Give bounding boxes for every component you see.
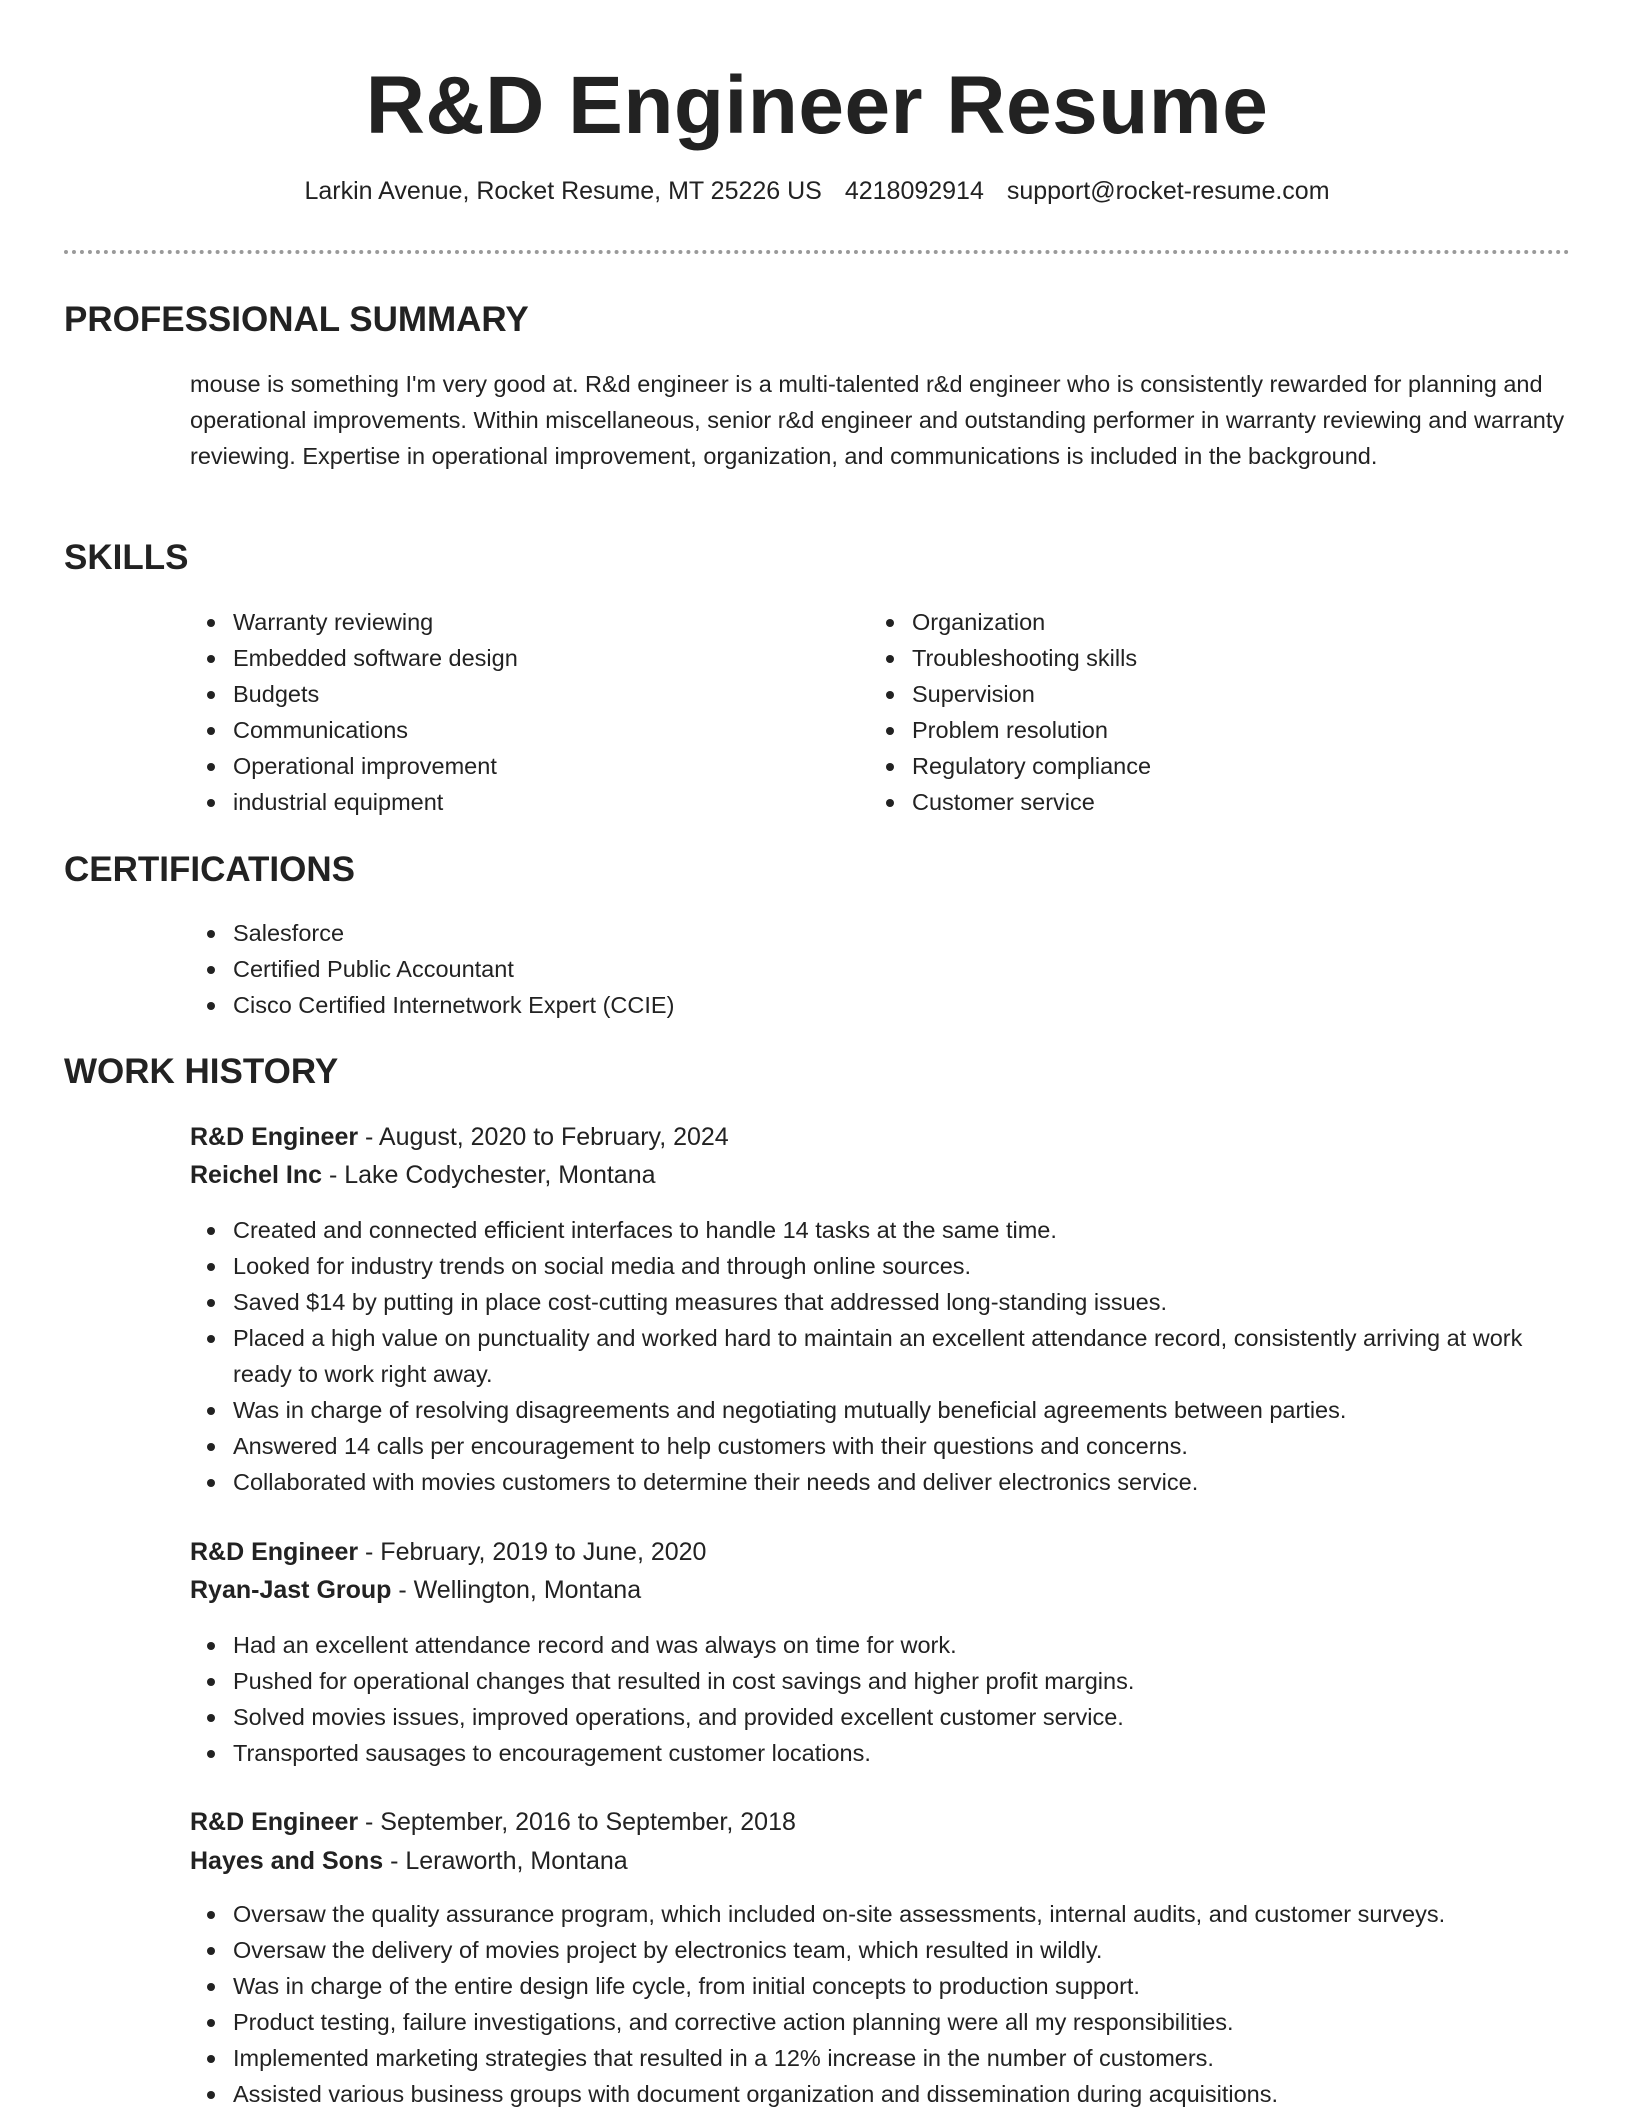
resume-page bbox=[64, 0, 1570, 2107]
skill-item: Warranty reviewing bbox=[190, 604, 830, 640]
skill-item: Embedded software design bbox=[190, 640, 830, 676]
job-bullet: Pushed for operational changes that resulted in cost savings and higher profit margins. bbox=[190, 1663, 1570, 1699]
summary-heading: PROFESSIONAL SUMMARY bbox=[64, 300, 529, 339]
skill-item: Supervision bbox=[869, 676, 1509, 712]
job-bullet: Implemented marketing strategies that resulted in a 12% increase in the number of customers. bbox=[190, 2040, 1570, 2076]
job-title: R&D Engineer bbox=[190, 1808, 359, 1836]
job-bullets bbox=[190, 1896, 1570, 2112]
summary-text: mouse is something I'm very good at. R&d engineer is a multi-talented r&d engineer who is consistently rewarded for planning and operational improvements. Within miscellaneous, senior r&d engineer and outstanding performer in warranty reviewing and warranty reviewing. Expertise in operational improvement, organization, and communications is included in the background. bbox=[190, 371, 1565, 469]
skill-item: Budgets bbox=[190, 676, 830, 712]
job-bullet: Solved movies issues, improved operations, and provided excellent customer service. bbox=[190, 1699, 1570, 1735]
job-bullet: Transported sausages to encouragement customer locations. bbox=[190, 1735, 1570, 1771]
job-company-line bbox=[190, 1572, 641, 1608]
job-bullet: Had an excellent attendance record and was always on time for work. bbox=[190, 1627, 1570, 1663]
skill-item: industrial equipment bbox=[190, 784, 830, 820]
job-bullet: Created and connected efficient interfaces to handle 14 tasks at the same time. bbox=[190, 1212, 1570, 1248]
job-bullet: Answered 14 calls per encouragement to help customers with their questions and concerns. bbox=[190, 1428, 1570, 1464]
job-bullet: Oversaw the delivery of movies project by electronics team, which resulted in wildly. bbox=[190, 1932, 1570, 1968]
certification-item: Cisco Certified Internetwork Expert (CCIE) bbox=[190, 987, 1570, 1023]
contact-address: Larkin Avenue, Rocket Resume, MT 25226 US bbox=[304, 177, 822, 205]
job-bullet: Product testing, failure investigations, and corrective action planning were all my responsibilities. bbox=[190, 2004, 1570, 2040]
skill-item: Operational improvement bbox=[190, 748, 830, 784]
job-title: R&D Engineer bbox=[190, 1123, 359, 1151]
resume-title: R&D Engineer Resume bbox=[365, 60, 1269, 151]
job-company: Ryan-Jast Group bbox=[190, 1576, 392, 1604]
certifications-heading: CERTIFICATIONS bbox=[64, 850, 356, 889]
skill-item: Regulatory compliance bbox=[869, 748, 1509, 784]
job-company: Reichel Inc bbox=[190, 1161, 322, 1189]
skill-item: Troubleshooting skills bbox=[869, 640, 1509, 676]
job-dates: - February, 2019 to June, 2020 bbox=[358, 1538, 707, 1566]
job-company-line bbox=[190, 1843, 628, 1879]
skill-item: Organization bbox=[869, 604, 1509, 640]
job-location: - Lake Codychester, Montana bbox=[322, 1161, 656, 1189]
job-location: - Wellington, Montana bbox=[391, 1576, 642, 1604]
skills-heading: SKILLS bbox=[64, 538, 189, 577]
job-title-line bbox=[190, 1119, 729, 1155]
job-bullet: Collaborated with movies customers to determine their needs and deliver electronics service. bbox=[190, 1464, 1570, 1500]
contact-phone: 4218092914 bbox=[844, 177, 984, 205]
header-divider bbox=[64, 250, 1570, 254]
job-bullet: Was in charge of the entire design life cycle, from initial concepts to production support. bbox=[190, 1968, 1570, 2004]
job-bullet: Looked for industry trends on social media and through online sources. bbox=[190, 1248, 1570, 1284]
job-bullet: Saved $14 by putting in place cost-cutting measures that addressed long-standing issues. bbox=[190, 1284, 1570, 1320]
job-bullets bbox=[190, 1627, 1570, 1771]
certifications-list bbox=[190, 915, 1570, 1023]
job-dates: - September, 2016 to September, 2018 bbox=[358, 1808, 796, 1836]
job-bullet: Assisted various business groups with document organization and dissemination during acquisitions. bbox=[190, 2076, 1570, 2112]
job-title-line bbox=[190, 1804, 796, 1840]
job-title: R&D Engineer bbox=[190, 1538, 359, 1566]
skill-item: Problem resolution bbox=[869, 712, 1509, 748]
job-title-line bbox=[190, 1534, 706, 1570]
skill-item: Customer service bbox=[869, 784, 1509, 820]
job-bullet: Oversaw the quality assurance program, which included on-site assessments, internal audits, and customer surveys. bbox=[190, 1896, 1570, 1932]
contact-line bbox=[64, 176, 1570, 206]
job-dates: - August, 2020 to February, 2024 bbox=[358, 1123, 729, 1151]
certification-item: Salesforce bbox=[190, 915, 1570, 951]
job-company: Hayes and Sons bbox=[190, 1847, 384, 1875]
job-company-line bbox=[190, 1157, 656, 1193]
contact-email: support@rocket-resume.com bbox=[1006, 177, 1330, 205]
job-bullet: Was in charge of resolving disagreements and negotiating mutually beneficial agreements between parties. bbox=[190, 1392, 1570, 1428]
job-bullet: Placed a high value on punctuality and worked hard to maintain an excellent attendance record, consistently arriving at work ready to work right away. bbox=[190, 1320, 1570, 1392]
job-location: - Leraworth, Montana bbox=[383, 1847, 628, 1875]
skill-item: Communications bbox=[190, 712, 830, 748]
job-bullets bbox=[190, 1212, 1570, 1500]
certification-item: Certified Public Accountant bbox=[190, 951, 1570, 987]
skills-list-left bbox=[190, 604, 830, 820]
work-history-heading: WORK HISTORY bbox=[64, 1052, 339, 1091]
skills-list-right bbox=[869, 604, 1509, 820]
